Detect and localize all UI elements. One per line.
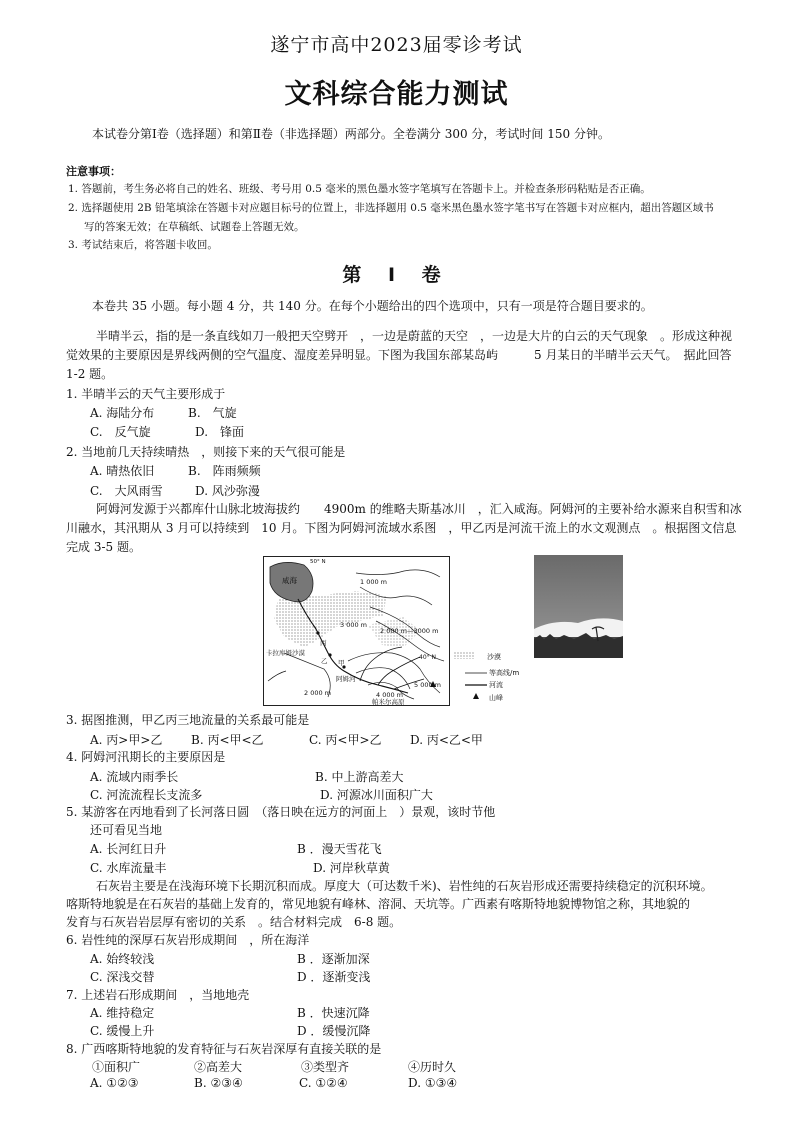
passage1-line1: 半晴半云，指的是一条直线如刀一般把天空劈开 ，一边是蔚蓝的天空 ，一边是大片的白云的天气现象 。形成这种视	[96, 329, 733, 343]
q1-option-a: A. 海陆分布	[90, 406, 155, 420]
legend-river: 河流	[489, 681, 503, 689]
q7-option-a: A. 维持稳定	[90, 1006, 155, 1020]
q8-option-b: B. ②③④	[194, 1076, 243, 1090]
q6-option-c: C. 深浅交替	[90, 970, 155, 984]
map-point-bing: 丙	[320, 639, 327, 647]
map-point-jia: 甲	[338, 659, 345, 667]
q2-option-c: C. 大风雨雪	[90, 484, 163, 498]
legend-contour: 等高线/m	[489, 669, 520, 677]
map-contour-1000: 1 000 m	[360, 578, 388, 586]
q1-option-b: B. 气旋	[188, 406, 237, 420]
passage2-line3: 完成 3-5 题。	[66, 540, 141, 554]
q1-stem: 1. 半晴半云的天气主要形成于	[66, 387, 226, 401]
q7-stem: 7. 上述岩石形成期间 ，当地地壳	[66, 988, 250, 1002]
map-contour-4000: 4 000 m	[376, 691, 404, 699]
note-2-cont: 写的答案无效；在草稿纸、试题卷上答题无效。	[84, 221, 305, 233]
q3-stem: 3. 据图推测，甲乙丙三地流量的关系最可能是	[66, 713, 310, 727]
q5-option-d: D. 河岸秋草黄	[313, 861, 390, 875]
map-contour-5000: 5 000 m	[414, 681, 442, 689]
q3-option-c: C. 丙<甲>乙	[309, 733, 382, 747]
q1-option-c: C. 反气旋	[90, 425, 151, 439]
passage3-line2: 喀斯特地貌是在石灰岩的基础上发育的，常见地貌有峰林、溶洞、天坑等。广西素有喀斯特地貌博物馆之称，其地貌的	[66, 897, 691, 911]
exam-title: 遂宁市高中2023届零诊考试	[270, 34, 523, 56]
legend-peak: 山峰	[489, 694, 503, 702]
q2-option-b: B. 阵雨频频	[188, 464, 261, 478]
map-contour-2000-3000: 2 000 m—3000 m	[380, 627, 439, 635]
q8-option-c: C. ①②④	[299, 1076, 348, 1090]
section-title: 第 Ⅰ 卷	[342, 264, 451, 286]
q3-option-b: B. 丙<甲<乙	[191, 733, 264, 747]
q6-option-a: A. 始终较浅	[90, 952, 155, 966]
q5-option-a: A. 长河红日升	[90, 842, 167, 856]
q5-option-c: C. 水库流量丰	[90, 861, 167, 875]
map-lat-40: 40° N	[419, 654, 437, 661]
q4-option-c: C. 河流流程长支流多	[90, 788, 203, 802]
q1-option-d: D. 锋面	[195, 425, 245, 439]
passage1-line2: 觉效果的主要原因是界线两侧的空气温度、湿度差异明显。下图为我国东部某岛屿 5 月某日的半晴半云天气。 据此回答	[66, 348, 732, 362]
note-2: 2. 选择题使用 2B 铅笔填涂在答题卡对应题目标号的位置上，非选择题用 0.5 毫米黑色墨水签字笔书写在答题卡对应框内，超出答题区域书	[68, 202, 714, 214]
q6-stem: 6. 岩性纯的深厚石灰岩形成期间 ，所在海洋	[66, 933, 310, 947]
q4-option-b: B. 中上游高差大	[315, 770, 404, 784]
q5-stem: 5. 某游客在丙地看到了长河落日圆 （落日映在远方的河面上 ）景观，该时节他	[66, 805, 496, 819]
q4-option-d: D. 河源冰川面积广大	[320, 788, 433, 802]
q2-stem: 2. 当地前几天持续晴热 ，则接下来的天气很可能是	[66, 445, 346, 459]
q8-item-3: ③类型齐	[301, 1060, 350, 1074]
map-point-yi: 乙	[321, 657, 328, 665]
map-label-sea: 咸海	[282, 576, 297, 585]
exam-intro: 本试卷分第Ⅰ卷（选择题）和第Ⅱ卷（非选择题）两部分。全卷满分 300 分，考试时间 150 分钟。	[92, 127, 610, 141]
note-1: 1. 答题前，考生务必将自己的姓名、班级、考号用 0.5 毫米的黑色墨水签字笔填写在答题卡上。并检查条形码粘贴是否正确。	[68, 183, 651, 195]
map-lat-50: 50° N	[310, 559, 326, 565]
q3-option-a: A. 丙>甲>乙	[90, 733, 163, 747]
subject-title: 文科综合能力测试	[284, 79, 509, 110]
q8-item-1: ①面积广	[92, 1060, 141, 1074]
q6-option-d: D ．逐渐变浅	[297, 970, 371, 984]
q8-item-2: ②高差大	[194, 1060, 243, 1074]
q2-option-a: A. 晴热依旧	[90, 464, 155, 478]
q4-option-a: A. 流域内雨季长	[90, 770, 179, 784]
passage3-line1: 石灰岩主要是在浅海环境下长期沉积而成。厚度大（可达数千米)、岩性纯的石灰岩形成还需要持续稳定的沉积环境。	[96, 879, 713, 893]
note-3: 3. 考试结束后，将答题卡收回。	[68, 239, 218, 251]
q7-option-b: B ．快速沉降	[297, 1006, 370, 1020]
q2-option-d: D. 风沙弥漫	[195, 484, 260, 498]
q6-option-b: B ．逐渐加深	[297, 952, 370, 966]
q7-option-c: C. 缓慢上升	[90, 1024, 155, 1038]
passage2-line1: 阿姆河发源于兴都库什山脉北坡海拔约 4900m 的维略夫斯基冰川 ，汇入咸海。阿姆河的主要补给水源来自积雪和冰	[96, 502, 742, 516]
q8-option-a: A. ①②③	[90, 1076, 139, 1090]
half-cloud-photo	[534, 555, 623, 658]
map-contour-2000-low: 2 000 m	[304, 689, 332, 697]
q4-stem: 4. 阿姆河汛期长的主要原因是	[66, 750, 226, 764]
q8-option-d: D. ①③④	[408, 1076, 458, 1090]
passage2-line2: 川融水，其汛期从 3 月可以持续到 10 月。下图为阿姆河流域水系图 ，甲乙丙是河流干流上的水文观测点 。根据图文信息	[66, 521, 737, 535]
map-label-river: 阿姆河	[336, 675, 356, 683]
map-label-mountain: 帕米尔高原	[372, 698, 405, 705]
legend-desert: 沙漠	[487, 653, 501, 661]
q5-stem-cont: 还可看见当地	[90, 823, 163, 837]
q7-option-d: D ．缓慢沉降	[297, 1024, 371, 1038]
map-label-desert: 卡拉库姆沙漠	[266, 649, 305, 657]
q5-option-b: B ．漫天雪花飞	[297, 842, 382, 856]
passage1-line3: 1-2 题。	[66, 367, 114, 381]
q3-option-d: D. 丙<乙<甲	[410, 733, 483, 747]
amu-darya-map	[263, 556, 450, 706]
map-contour-3000: 3 000 m	[340, 621, 368, 629]
map-legend	[451, 649, 531, 707]
passage3-line3: 发育与石灰岩岩层厚有密切的关系 。结合材料完成 6-8 题。	[66, 915, 402, 929]
section-instruction: 本卷共 35 小题。每小题 4 分，共 140 分。在每个小题给出的四个选项中，只有一项是符合题目要求的。	[92, 299, 653, 313]
notes-heading: 注意事项：	[66, 165, 121, 178]
q8-stem: 8. 广西喀斯特地貌的发育特征与石灰岩深厚有直接关联的是	[66, 1042, 382, 1056]
q8-item-4: ④历时久	[408, 1060, 457, 1074]
